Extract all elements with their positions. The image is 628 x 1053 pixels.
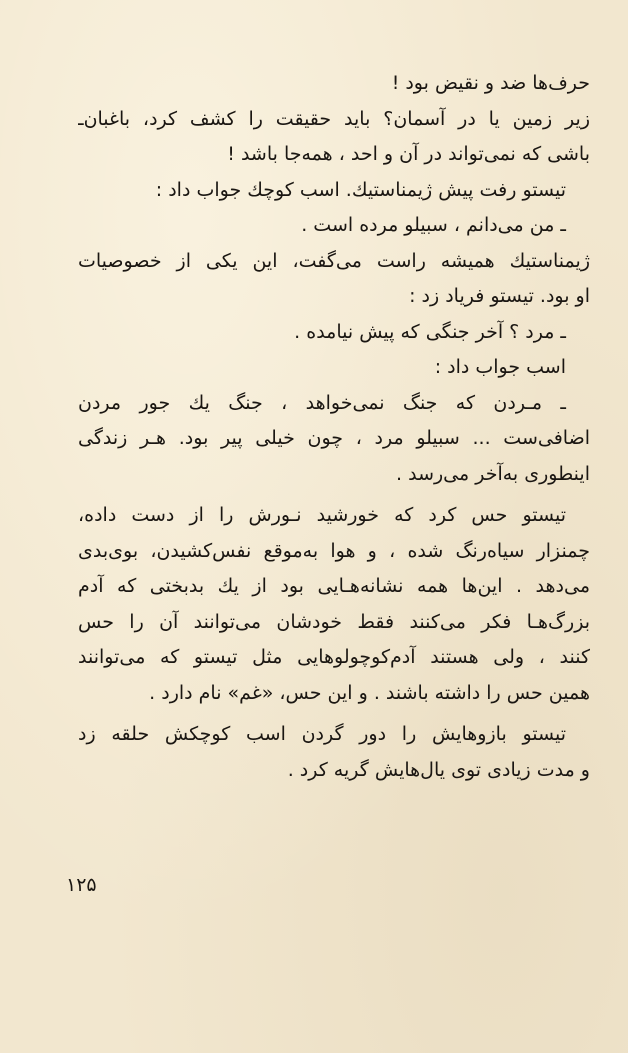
text-line: ـ مرد ؟ آخر جنگی که پیش نیامده . xyxy=(294,320,566,343)
text-line: تیستو حس کرد که خورشید نـورش را از دست داده، xyxy=(78,504,566,526)
text-line: چمنزار سیاه‌رنگ شده ، و هوا به‌موقع نفس‌کشیدن، بوی‌بدی xyxy=(78,539,590,562)
page-number: ۱۲۵ xyxy=(66,874,97,896)
text-line: می‌دهد . این‌ها همه نشانه‌هـایی بود از یك بدبختی که آدم xyxy=(78,575,590,597)
text-line: تیستو رفت پیش ژیمناستیك. اسب کوچك جواب داد : xyxy=(155,178,566,201)
text-line: ـ مـردن که جنگ نمی‌خواهد ، جنگ یك جور مردن xyxy=(78,391,566,414)
text-line: او بود. تیستو فریاد زد : xyxy=(409,285,590,307)
text-line: ژیمناستیك همیشه راست می‌گفت، این یکی از خصوصیات xyxy=(78,249,590,272)
text-line: اینطوری به‌آخر می‌رسد . xyxy=(396,462,590,485)
text-line: کنند ، ولی هستند آدم‌کوچولوهایی مثل تیستو که می‌توانند xyxy=(78,646,590,668)
text-line: باشی که نمی‌تواند در آن و احد ، همه‌جا باشد ! xyxy=(227,143,590,165)
text-line: تیستو بازوهایش را دور گردن اسب کوچکش حلقه زد xyxy=(78,723,566,745)
text-line: بزرگ‌هـا فکر می‌کنند فقط خودشان می‌توانند آن را حس xyxy=(78,610,590,633)
body-text xyxy=(78,66,590,788)
text-line: و مدت زیادی توی یال‌هایش گریه کرد . xyxy=(287,758,590,781)
text-line: ـ من می‌دانم ، سبیلو مرده است . xyxy=(301,214,566,236)
text-line: حرف‌ها ضد و نقیض بود ! xyxy=(391,72,590,94)
text-line: زیر زمین یا در آسمان؟ باید حقیقت را کشف کرد، باغبان‌ـ xyxy=(78,107,590,130)
text-line: اضافی‌ست ... سبیلو مرد ، چون خیلی پیر بود. هـر زندگی xyxy=(78,427,590,449)
text-line: اسب جواب داد : xyxy=(434,356,566,378)
text-line: همین حس را داشته باشند . و این حس، «غم» نام دارد . xyxy=(149,681,590,704)
